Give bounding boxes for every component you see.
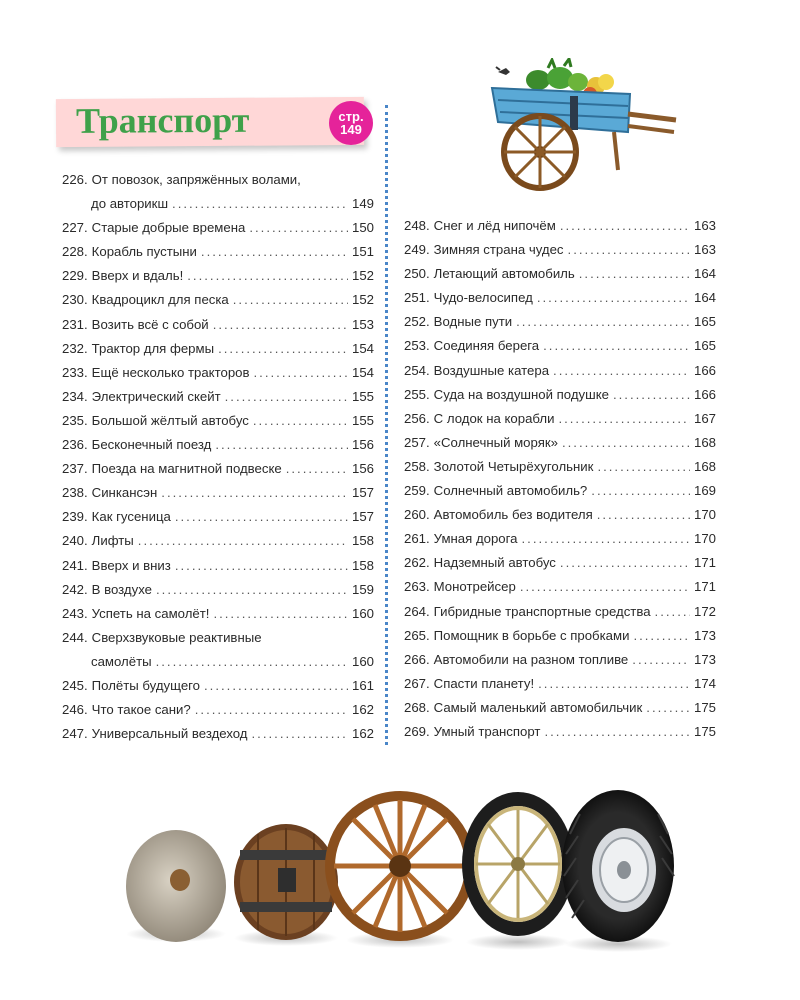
toc-entry	[62, 554, 374, 578]
toc-entry-page: 171	[693, 555, 716, 571]
toc-entry-title: Умный транспорт	[433, 723, 541, 739]
toc-entry-number: 244.	[62, 629, 88, 645]
toc-entry-page: 160	[351, 605, 374, 621]
toc-dot-leader	[252, 722, 348, 746]
toc-entry-number: 252.	[404, 314, 430, 330]
toc-dot-leader	[175, 554, 348, 578]
toc-entry-page: 155	[351, 412, 374, 428]
toc-entry-title: Умная дорога	[433, 531, 518, 547]
toc-entry-number: 239.	[62, 509, 88, 525]
toc-entry-page: 169	[693, 483, 716, 499]
toc-entry-page: 164	[693, 290, 716, 306]
toc-entry-title: «Солнечный моряк»	[433, 434, 558, 450]
toc-entry	[62, 602, 374, 626]
toc-dot-leader	[225, 385, 348, 409]
toc-dot-leader	[633, 624, 690, 648]
toc-entry-number: 235.	[62, 412, 88, 428]
toc-entry-title: Лифты	[91, 533, 134, 549]
toc-entry	[404, 359, 716, 383]
toc-entry-page: 166	[693, 386, 716, 402]
toc-entry-page: 152	[351, 268, 374, 284]
toc-entry	[404, 334, 716, 358]
toc-dot-leader	[597, 503, 690, 527]
toc-entry-page: 166	[693, 362, 716, 378]
toc-entry-title: Чудо-велосипед	[433, 290, 533, 306]
toc-entry	[404, 407, 716, 431]
toc-entry	[404, 503, 716, 527]
modern-car-tire	[562, 790, 674, 952]
toc-list-left	[62, 168, 374, 746]
toc-dot-leader	[187, 264, 348, 288]
toc-entry-title: Самый маленький автомобильчик	[433, 699, 643, 715]
toc-entry-number: 226.	[62, 172, 88, 187]
toc-dot-leader	[558, 407, 690, 431]
toc-entry-number: 260.	[404, 507, 430, 523]
toc-entry	[404, 238, 716, 262]
toc-entry-number: 254.	[404, 362, 430, 378]
toc-entry-page: 170	[693, 507, 716, 523]
toc-entry-number: 257.	[404, 434, 430, 450]
toc-entry-title: Сверхзвуковые реактивные	[91, 629, 262, 645]
toc-dot-leader	[632, 648, 690, 672]
toc-entry	[404, 575, 716, 599]
toc-entry	[404, 455, 716, 479]
toc-dot-leader	[201, 240, 348, 264]
toc-entry	[62, 361, 374, 385]
toc-dot-leader	[204, 674, 348, 698]
toc-entry-title: Корабль пустыни	[91, 244, 197, 260]
toc-entry-number: 231.	[62, 316, 88, 332]
toc-entry	[62, 216, 374, 240]
toc-entry	[62, 698, 374, 722]
toc-entry	[404, 479, 716, 503]
toc-entry-title: С лодок на корабли	[433, 410, 555, 426]
toc-entry-number: 246.	[62, 702, 88, 718]
toc-entry-title: Ещё несколько тракторов	[91, 364, 250, 380]
toc-dot-leader	[172, 192, 348, 216]
toc-dot-leader	[253, 409, 348, 433]
toc-entry-page: 158	[351, 557, 374, 573]
toc-entry-title: Как гусеница	[91, 509, 171, 525]
wooden-spoked-wheel	[330, 796, 470, 948]
toc-entry-page: 152	[351, 292, 374, 308]
toc-dot-leader	[591, 479, 690, 503]
toc-entry-number: 250.	[404, 266, 430, 282]
toc-entry-title: Вверх и вдаль!	[91, 268, 184, 284]
toc-entry-number: 266.	[404, 651, 430, 667]
toc-dot-leader	[161, 481, 348, 505]
toc-entry	[404, 431, 716, 455]
toc-entry-number: 261.	[404, 531, 430, 547]
toc-entry-number: 243.	[62, 605, 88, 621]
page-badge-number: 149	[340, 122, 362, 137]
toc-dot-leader	[543, 334, 690, 358]
toc-entry	[404, 551, 716, 575]
toc-dot-leader	[249, 216, 348, 240]
toc-entry-title: Универсальный вездеход	[91, 726, 248, 742]
toc-entry	[404, 286, 716, 310]
toc-entry-page: 171	[693, 579, 716, 595]
toc-dot-leader	[522, 527, 690, 551]
toc-entry-number: 259.	[404, 483, 430, 499]
toc-entry-title: Синкансэн	[91, 485, 158, 501]
toc-entry-page: 151	[351, 244, 374, 260]
toc-entry-title: Поезда на магнитной подвеске	[91, 461, 282, 477]
toc-entry-number: 248.	[404, 218, 430, 233]
vegetable-cart-illustration	[478, 58, 678, 198]
toc-entry-number: 227.	[62, 220, 88, 236]
toc-entry-title: От повозок, запряжённых волами,	[91, 172, 301, 187]
toc-entry-number: 232.	[62, 340, 88, 356]
toc-entry	[404, 672, 716, 696]
toc-entry-page: 173	[693, 627, 716, 643]
toc-entry-number: 242.	[62, 581, 88, 597]
toc-entry	[62, 626, 374, 650]
toc-entry	[404, 310, 716, 334]
toc-dot-leader	[560, 214, 690, 238]
toc-entry-number: 247.	[62, 726, 88, 742]
toc-entry-title: самолёты	[91, 653, 152, 669]
toc-entry-page: 149	[351, 196, 374, 212]
page-badge-label: стр.	[338, 109, 364, 124]
toc-entry-page: 155	[351, 388, 374, 404]
toc-dot-leader	[562, 431, 690, 455]
toc-entry-title: Полёты будущего	[91, 677, 201, 693]
toc-entry-number: 268.	[404, 699, 430, 715]
toc-entry-title: Успеть на самолёт!	[91, 605, 210, 621]
toc-entry-page: 154	[351, 340, 374, 356]
toc-entry	[62, 722, 374, 746]
wooden-plank-wheel	[234, 824, 338, 946]
toc-entry	[62, 578, 374, 602]
toc-entry	[62, 433, 374, 457]
toc-entry-title: Электрический скейт	[91, 388, 221, 404]
toc-dot-leader	[286, 457, 348, 481]
toc-entry-page: 175	[693, 699, 716, 715]
toc-entry-page: 156	[351, 437, 374, 453]
toc-entry-title: Большой жёлтый автобус	[91, 412, 249, 428]
toc-dot-leader	[215, 433, 348, 457]
toc-dot-leader	[213, 602, 348, 626]
toc-dot-leader	[175, 505, 348, 529]
toc-entry-title: до авторикш	[91, 196, 169, 212]
toc-entry-page: 153	[351, 316, 374, 332]
toc-entry	[62, 529, 374, 553]
wheels-illustration	[118, 784, 678, 954]
toc-dot-leader	[579, 262, 690, 286]
toc-dot-leader	[254, 361, 348, 385]
toc-entry-page: 162	[351, 726, 374, 742]
toc-entry-title: Помощник в борьбе с пробками	[433, 627, 630, 643]
toc-entry	[404, 696, 716, 720]
toc-entry	[62, 674, 374, 698]
toc-entry-title: Автомобиль без водителя	[433, 507, 593, 523]
toc-entry-title: Вверх и вниз	[91, 557, 171, 573]
toc-entry	[62, 385, 374, 409]
toc-dot-leader	[568, 238, 690, 262]
toc-entry-number: 253.	[404, 338, 430, 354]
toc-entry-title: Снег и лёд нипочём	[433, 218, 556, 233]
toc-entry	[62, 288, 374, 312]
toc-dot-leader	[218, 337, 348, 361]
toc-entry	[404, 720, 716, 744]
toc-entry-number: 256.	[404, 410, 430, 426]
toc-entry	[62, 409, 374, 433]
toc-entry-page: 175	[693, 723, 716, 739]
toc-entry-title: Автомобили на разном топливе	[433, 651, 629, 667]
toc-dot-leader	[516, 310, 690, 334]
toc-entry-page: 154	[351, 364, 374, 380]
toc-dot-leader	[520, 575, 690, 599]
toc-entry-page: 167	[693, 410, 716, 426]
toc-dot-leader	[655, 600, 690, 624]
toc-dot-leader	[156, 650, 348, 674]
toc-entry	[404, 262, 716, 286]
toc-entry-page: 164	[693, 266, 716, 282]
toc-entry	[404, 648, 716, 672]
toc-entry-title: Воздушные катера	[433, 362, 550, 378]
toc-entry-title: Бесконечный поезд	[91, 437, 212, 453]
toc-entry	[404, 600, 716, 624]
toc-entry	[62, 481, 374, 505]
toc-entry-title: Золотой Четырёхугольник	[433, 458, 594, 474]
toc-entry-number: 234.	[62, 388, 88, 404]
bicycle-style-spoked-wheel	[462, 792, 574, 950]
toc-entry-page: 168	[693, 434, 716, 450]
toc-dot-leader	[646, 696, 690, 720]
toc-entry	[62, 313, 374, 337]
toc-entry-page: 168	[693, 458, 716, 474]
stone-wheel	[126, 830, 226, 942]
toc-entry-number: 241.	[62, 557, 88, 573]
toc-dot-leader	[156, 578, 348, 602]
toc-entry-page: 162	[351, 702, 374, 718]
toc-entry-number: 233.	[62, 364, 88, 380]
section-title: Транспорт	[75, 99, 250, 141]
toc-entry-page: 157	[351, 485, 374, 501]
toc-entry	[62, 168, 374, 192]
toc-entry-page: 173	[693, 651, 716, 667]
toc-dot-leader	[233, 288, 348, 312]
toc-entry-number: 230.	[62, 292, 88, 308]
toc-entry-title: Надземный автобус	[433, 555, 556, 571]
toc-entry-number: 269.	[404, 723, 430, 739]
toc-entry	[62, 337, 374, 361]
toc-entry	[62, 240, 374, 264]
toc-entry-title: Водные пути	[433, 314, 513, 330]
toc-entry	[62, 457, 374, 481]
toc-entry-number: 255.	[404, 386, 430, 402]
toc-entry-page: 163	[693, 242, 716, 258]
toc-dot-leader	[613, 383, 690, 407]
toc-entry-number: 236.	[62, 437, 88, 453]
toc-entry-title: Спасти планету!	[433, 675, 535, 691]
toc-entry-page: 157	[351, 509, 374, 525]
toc-entry	[404, 383, 716, 407]
column-divider	[385, 105, 388, 745]
toc-entry-title: В воздухе	[91, 581, 153, 597]
toc-entry-number: 251.	[404, 290, 430, 306]
toc-entry-title: Что такое сани?	[91, 702, 191, 718]
toc-entry-page: 161	[351, 677, 374, 693]
toc-dot-leader	[138, 529, 348, 553]
toc-entry-number: 258.	[404, 458, 430, 474]
toc-entry-title: Гибридные транспортные средства	[433, 603, 651, 619]
toc-entry-title: Квадроцикл для песка	[91, 292, 229, 308]
toc-entry-number: 249.	[404, 242, 430, 258]
toc-entry-page: 170	[693, 531, 716, 547]
toc-entry	[62, 650, 374, 674]
toc-entry-number: 237.	[62, 461, 88, 477]
toc-dot-leader	[195, 698, 348, 722]
toc-entry	[404, 527, 716, 551]
toc-entry-title: Летающий автомобиль	[433, 266, 575, 282]
toc-dot-leader	[544, 720, 690, 744]
toc-entry-page: 172	[693, 603, 716, 619]
page-badge	[329, 101, 373, 145]
toc-entry-number: 238.	[62, 485, 88, 501]
toc-entry-number: 229.	[62, 268, 88, 284]
toc-entry-number: 245.	[62, 677, 88, 693]
toc-entry-number: 263.	[404, 579, 430, 595]
toc-entry-number: 267.	[404, 675, 430, 691]
toc-entry-title: Соединяя берега	[433, 338, 540, 354]
toc-entry-title: Возить всё с собой	[91, 316, 209, 332]
toc-entry-title: Старые добрые времена	[91, 220, 246, 236]
toc-entry-number: 262.	[404, 555, 430, 571]
toc-entry-title: Монотрейсер	[433, 579, 516, 595]
toc-entry-page: 150	[351, 220, 374, 236]
toc-dot-leader	[597, 455, 690, 479]
toc-dot-leader	[213, 313, 348, 337]
toc-entry-number: 264.	[404, 603, 430, 619]
toc-entry	[404, 214, 716, 238]
toc-entry-title: Зимняя страна чудес	[433, 242, 564, 258]
section-banner	[56, 97, 364, 147]
toc-dot-leader	[553, 359, 690, 383]
toc-entry-number: 265.	[404, 627, 430, 643]
toc-entry-page: 158	[351, 533, 374, 549]
toc-entry	[62, 192, 374, 216]
toc-entry	[62, 264, 374, 288]
toc-entry-title: Суда на воздушной подушке	[433, 386, 609, 402]
toc-entry-page: 165	[693, 314, 716, 330]
toc-entry-page: 156	[351, 461, 374, 477]
toc-entry-number: 228.	[62, 244, 88, 260]
toc-entry-number: 240.	[62, 533, 88, 549]
toc-entry-title: Трактор для фермы	[91, 340, 215, 356]
toc-entry-page: 174	[693, 675, 716, 691]
toc-entry	[62, 505, 374, 529]
toc-list-right	[404, 214, 716, 744]
toc-entry-page: 160	[351, 653, 374, 669]
toc-dot-leader	[560, 551, 690, 575]
toc-entry-page: 163	[693, 218, 716, 233]
toc-dot-leader	[538, 672, 690, 696]
toc-entry-title: Солнечный автомобиль?	[433, 483, 588, 499]
toc-entry	[404, 624, 716, 648]
toc-entry-page: 165	[693, 338, 716, 354]
toc-entry-page: 159	[351, 581, 374, 597]
toc-dot-leader	[537, 286, 690, 310]
